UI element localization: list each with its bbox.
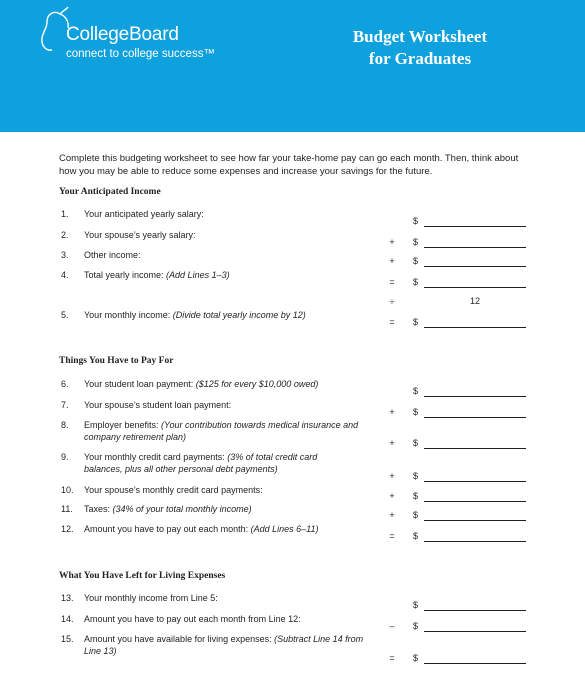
line-number: 5. [61, 310, 69, 320]
line-number: 14. [61, 614, 74, 624]
section-heading-income: Your Anticipated Income [59, 187, 161, 197]
answer-line-4[interactable] [424, 287, 526, 288]
line-label: Your monthly income: (Divide total yearly income by 12) [84, 310, 306, 320]
dollar-sign: $ [413, 277, 419, 287]
line-number: 9. [61, 452, 69, 462]
operator-sign: – [389, 621, 395, 631]
page-title-line-1: Budget Worksheet [352, 27, 488, 46]
dollar-sign: $ [413, 386, 419, 396]
answer-line-10[interactable] [424, 501, 526, 502]
line-number: 8. [61, 420, 69, 430]
line-label: Amount you have available for living expenses: (Subtract Line 14 from Line 13) [84, 634, 364, 656]
dollar-sign: $ [413, 491, 419, 501]
line-number: 13. [61, 593, 74, 603]
answer-line-12[interactable] [424, 541, 526, 542]
line-number: 1. [61, 209, 69, 219]
line-label: Amount you have to pay out each month from Line 12: [84, 614, 301, 624]
operator-sign: + [389, 237, 395, 247]
line-label: Employer benefits: (Your contribution towards medical insurance and company retirement plan) [84, 420, 359, 442]
operator-sign: + [389, 491, 395, 501]
answer-line-11[interactable] [424, 520, 526, 521]
operator-sign: + [389, 256, 395, 266]
section-heading-left: What You Have Left for Living Expenses [59, 571, 226, 581]
header-banner [0, 0, 585, 132]
divisor-value: 12 [469, 296, 480, 306]
line-label: Taxes: (34% of your total monthly income) [84, 504, 252, 514]
line-label: Your student loan payment: ($125 for every $10,000 owed) [84, 379, 319, 389]
line-number: 4. [61, 270, 69, 280]
operator-sign: + [389, 510, 395, 520]
dollar-sign: $ [413, 438, 419, 448]
line-label: Other income: [84, 250, 141, 260]
operator-sign: = [389, 653, 395, 663]
answer-line-2[interactable] [424, 247, 526, 248]
line-label: Your monthly income from Line 5: [84, 593, 218, 603]
answer-line-7[interactable] [424, 417, 526, 418]
line-number: 7. [61, 400, 69, 410]
dollar-sign: $ [413, 407, 419, 417]
intro-text: Complete this budgeting worksheet to see how far your take-home pay can go each month. Then, think about how you may be able to reduce some expenses and increase your savings for the future. [59, 153, 519, 177]
answer-line-13[interactable] [424, 610, 526, 611]
dollar-sign: $ [413, 621, 419, 631]
line-number: 15. [61, 634, 74, 644]
dollar-sign: $ [413, 653, 419, 663]
answer-line-14[interactable] [424, 631, 526, 632]
answer-line-9[interactable] [424, 481, 526, 482]
line-label: Your monthly credit card payments: (3% of total credit card balances, plus all other personal debt payments) [84, 452, 318, 474]
dollar-sign: $ [413, 471, 419, 481]
line-label: Total yearly income: (Add Lines 1–3) [84, 270, 230, 280]
line-label: Amount you have to pay out each month: (Add Lines 6–11) [84, 524, 319, 534]
dollar-sign: $ [413, 216, 419, 226]
brand-tagline: connect to college success™ [66, 48, 215, 60]
dollar-sign: $ [413, 317, 419, 327]
line-label: Your spouse’s yearly salary: [84, 230, 196, 240]
dollar-sign: $ [413, 256, 419, 266]
answer-line-1[interactable] [424, 226, 526, 227]
dollar-sign: $ [413, 600, 419, 610]
answer-line-15[interactable] [424, 663, 526, 664]
line-number: 10. [61, 485, 74, 495]
line-label: Your spouse’s student loan payment: [84, 400, 232, 410]
answer-line-6[interactable] [424, 396, 526, 397]
section-heading-pay: Things You Have to Pay For [59, 356, 174, 366]
operator-sign: + [389, 471, 395, 481]
line-number: 3. [61, 250, 69, 260]
line-label: Your anticipated yearly salary: [84, 209, 204, 219]
line-label: Your spouse’s monthly credit card payments: [84, 485, 263, 495]
line-number: 2. [61, 230, 69, 240]
operator-sign: + [389, 438, 395, 448]
operator-sign: = [389, 277, 395, 287]
brand-name: CollegeBoard [66, 24, 179, 45]
page-title-line-2: for Graduates [368, 49, 472, 68]
dollar-sign: $ [413, 531, 419, 541]
line-number: 12. [61, 524, 74, 534]
answer-line-3[interactable] [424, 266, 526, 267]
operator-sign: = [389, 531, 395, 541]
dollar-sign: $ [413, 237, 419, 247]
line-number: 11. [61, 504, 73, 514]
answer-line-5[interactable] [424, 327, 526, 328]
operator-sign: + [389, 407, 395, 417]
operator-sign: = [389, 317, 395, 327]
operator-sign: ÷ [389, 297, 395, 307]
dollar-sign: $ [413, 510, 419, 520]
line-number: 6. [61, 379, 69, 389]
answer-line-8[interactable] [424, 448, 526, 449]
